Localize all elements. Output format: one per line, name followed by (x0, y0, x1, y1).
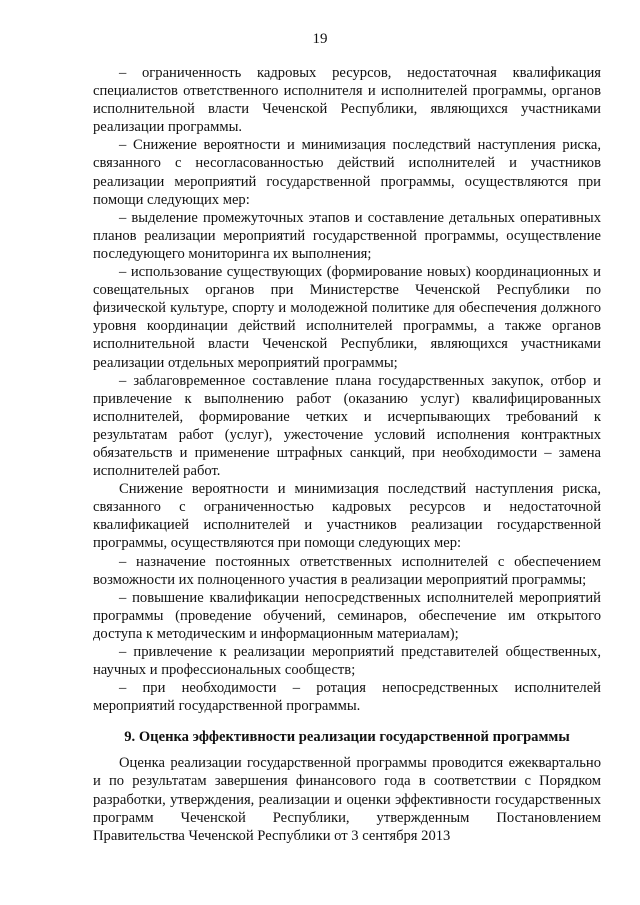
list-item-coordination-bodies: – использование существующих (формирование новых) координационных и совещательных органов при Министерстве Чеченской Республики по физической культуре, спорту и молодежной политике для обеспечения должного уровня координации действий исполнителей программы, а также органов исполнительной власти Чеченской Республики, являющихся участниками реализации отдельных мероприятий программы; (93, 264, 601, 371)
page-number: 19 (312, 31, 328, 47)
list-item-procurement-plan: – заблаговременное составление плана государственных закупок, отбор и привлечение к выполнению работ (оказанию услуг) квалифицированных исполнителей, формирование четких и исчерпывающих требований к результатам работ (услуг), ужесточение условий исполнения контрактных обязательств и применение штрафных санкций, при необходимости – замена исполнителей работ. (93, 372, 601, 480)
paragraph-evaluation: Оценка реализации государственной программы проводится ежеквартально и по результатам завершения финансового года в соответствии с Порядком разработки, утверждения, реализации и оценки эффективности государственных программ Чеченской Республики, утвержденным Постановлением Правительства Чеченской Республики от 3 сентября 2013 (93, 755, 601, 844)
section-heading: 9. Оценка эффективности реализации государственной программы (124, 729, 570, 746)
paragraph-staff-shortage: – ограниченность кадровых ресурсов, недостаточная квалификация специалистов ответственного исполнителя и исполнителей программы, органов исполнительной власти Чеченской Республики, являющихся участниками реализации программы. (93, 65, 601, 136)
list-item-qualification: – повышение квалификации непосредственных исполнителей мероприятий программы (проведение обучений, семинаров, обеспечение им открытого доступа к методическим и информационным материалам); (93, 589, 601, 642)
list-item-communities: – привлечение к реализации мероприятий представителей общественных, научных и профессиональных сообществ; (93, 644, 601, 679)
list-item-permanent-executors: – назначение постоянных ответственных исполнителей с обеспечением возможности их полноценного участия в реализации мероприятий программы; (93, 553, 601, 588)
list-item-rotation: – при необходимости – ротация непосредственных исполнителей мероприятий государственной программы. (93, 680, 601, 715)
document-body (93, 64, 601, 845)
paragraph-risk-coordination: – Снижение вероятности и минимизация последствий наступления риска, связанного с несогласованностью действий исполнителей и участников реализации мероприятий государственной программы, осуществляются при помощи следующих мер: (93, 137, 601, 208)
paragraph-risk-staffing: Снижение вероятности и минимизация последствий наступления риска, связанного с ограниченностью кадровых ресурсов и недостаточной квалификацией исполнителей и участников реализации государственной программы, осуществляются при помощи следующих мер: (93, 481, 601, 552)
list-item-intermediate-stages: – выделение промежуточных этапов и составление детальных оперативных планов реализации мероприятий государственной программы, осуществление последующего мониторинга их выполнения; (93, 209, 601, 262)
